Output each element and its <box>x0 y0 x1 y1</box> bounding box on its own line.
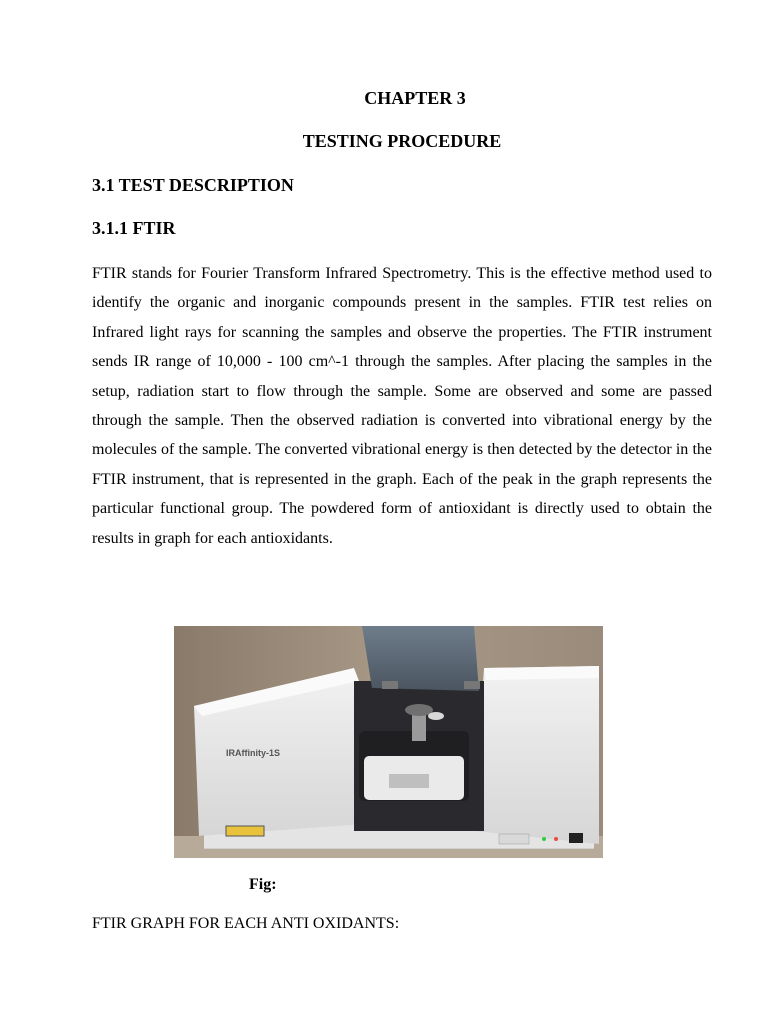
figure-caption: Fig: <box>249 876 277 893</box>
chapter-heading: CHAPTER 3 <box>364 88 466 108</box>
chapter-title: TESTING PROCEDURE <box>302 131 502 151</box>
graph-section-heading: FTIR GRAPH FOR EACH ANTI OXIDANTS: <box>92 915 400 932</box>
subsection-heading: 3.1.1 FTIR <box>92 218 176 238</box>
ftir-instrument-photo <box>174 626 603 858</box>
section-heading: 3.1 TEST DESCRIPTION <box>92 175 294 195</box>
body-paragraph: FTIR stands for Fourier Transform Infrared Spectrometry. This is the effective method used to identify the organic and inorganic compounds present in the samples. FTIR test relies on Infrared light rays for scanning the samples and observe the properties. The FTIR instrument sends IR range of 10,000 - 100 cm^-1 through the samples. After placing the samples in the setup, radiation start to flow through the sample. Some are observed and some are passed through the sample. Then the observed radiation is converted into vibrational energy by the molecules of the sample. The converted vibrational energy is then detected by the detector in the FTIR instrument, that is represented in the graph. Each of the peak in the graph represents the particular functional group. The powdered form of antioxidant is directly used to obtain the results in graph for each antioxidants. <box>92 265 712 547</box>
instrument-label: IRAffinity-1S <box>226 748 280 758</box>
ftir-instrument-illustration <box>174 626 603 858</box>
